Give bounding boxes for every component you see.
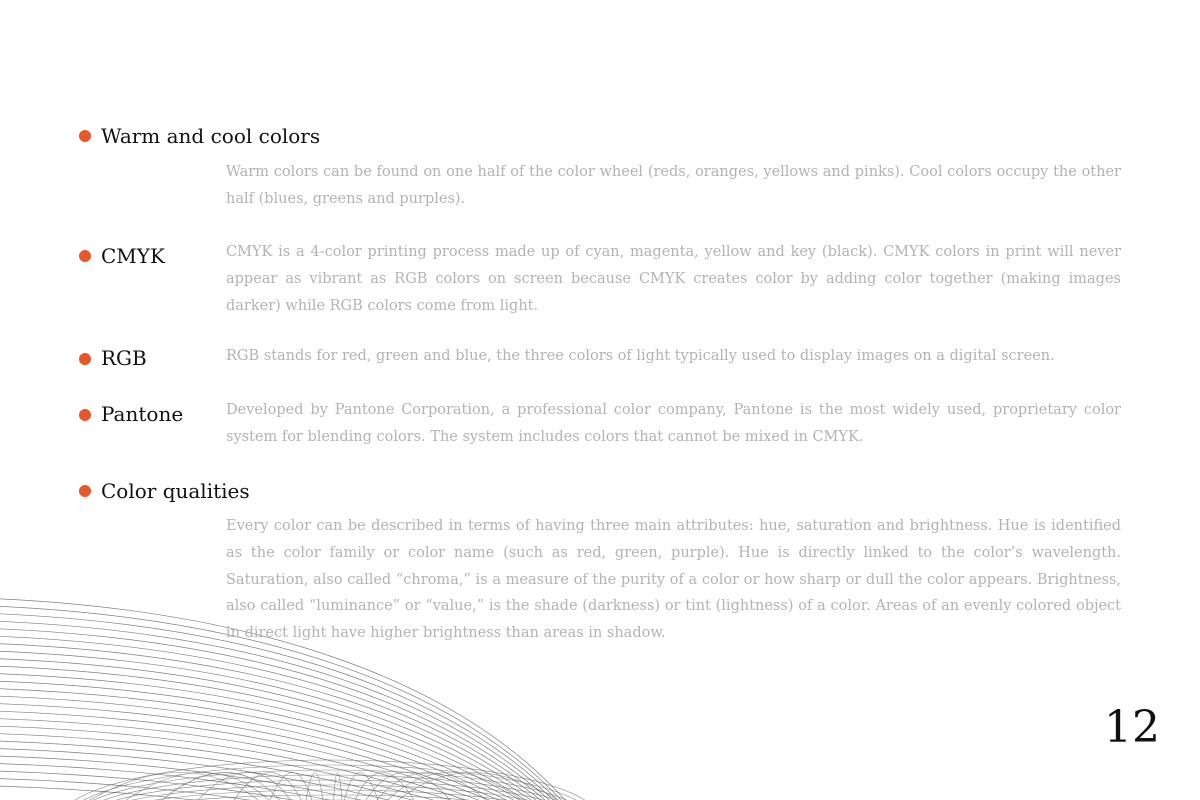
line-art-arc [0,771,513,800]
line-art-mesh-ring [84,780,576,800]
bullet-icon [79,353,91,365]
line-art-mesh-rib [162,773,280,800]
line-art-mesh-rib [126,773,269,800]
line-art-mesh-rib [306,773,323,800]
line-art-arc [0,756,519,800]
line-art-mesh-rib [388,773,522,800]
entry-description: Developed by Pantone Corporation, a professional color company, Pantone is the most widely used, proprietary color system for blending colors. The system includes colors that cannot be mixed in CMYK. [226,402,1121,445]
line-art-mesh-rib [355,773,414,800]
line-art-arc [0,748,522,800]
line-art-arc [0,763,516,800]
line-art-arc [0,681,549,800]
entry-description: CMYK is a 4-color printing process made up of cyan, magenta, yellow and key (black). CMYK colors in print will never appear as vibrant as RGB colors on screen because CMYK creates color by adding color together (making images darker) while RGB colors come from light. [226,244,1121,314]
line-art-mesh-ring [60,760,600,800]
line-art-mesh-ring [90,785,570,800]
line-art-mesh-rib [366,773,450,800]
line-art-arc [0,636,567,800]
line-art-mesh-rib [334,773,342,800]
bullet-icon [79,485,91,497]
line-art-arc [0,628,570,800]
line-art-arc [0,673,552,800]
line-art-arc [0,696,543,800]
bullet-icon [79,250,91,262]
entry-description: RGB stands for red, green and blue, the three colors of light typically used to display images on a digital screen. [226,348,1055,364]
line-art-arc [0,703,540,800]
line-art-arc [0,651,561,800]
line-art-mesh-ring [102,795,558,800]
line-art-mesh-rib [377,773,486,800]
line-art-mesh-ring [66,765,594,800]
line-art-mesh-rib [270,773,312,800]
line-art-arc [0,688,546,800]
entry-term: CMYK [101,244,165,268]
line-art-mesh-rib [234,773,301,800]
line-art-arc [0,786,507,800]
line-art-mesh-rib [90,773,258,800]
line-art-arc [0,643,564,800]
line-art-arc [0,733,528,800]
line-art-arc [0,621,573,800]
entry-term: Color qualities [101,479,250,503]
bullet-icon [79,409,91,421]
entry-term: RGB [101,346,147,370]
line-art-arc [0,778,510,800]
line-art-mesh-rib [344,773,378,800]
line-art-mesh-ring [96,790,564,800]
line-art-mesh-rib [398,773,558,800]
line-art-arc [0,658,558,800]
line-art-arc [0,726,531,800]
page-number: 12 [1104,702,1160,753]
entry-description: Every color can be described in terms of having three main attributes: hue, saturation and brightness. Hue is identified as the color family or color name (such as red, green, purple). Hue is directly linked to the color’s wavelength. Saturation, also called “chroma,” is a measure of the purity of a color or how sharp or dull the color appears. Brightness, also called “luminance” or “value,” is the shade (darkness) or tint (lightness) of a color. Areas of an evenly colored object in direct light have higher brightness than areas in shadow. [226,518,1121,642]
entry-term: Pantone [101,402,184,426]
entry-term: Warm and cool colors [101,124,321,148]
line-art-arc [0,718,534,800]
bullet-icon [79,130,91,142]
entry-description: Warm colors can be found on one half of the color wheel (reds, oranges, yellows and pinks). Cool colors occupy the other half (blues, greens and purples). [226,164,1121,207]
line-art-arc [0,741,525,800]
line-art-arc [0,666,555,800]
line-art-mesh-ring [78,775,582,800]
line-art-mesh-rib [198,773,290,800]
line-art-arc [0,711,537,800]
line-art-mesh-ring [72,770,588,800]
